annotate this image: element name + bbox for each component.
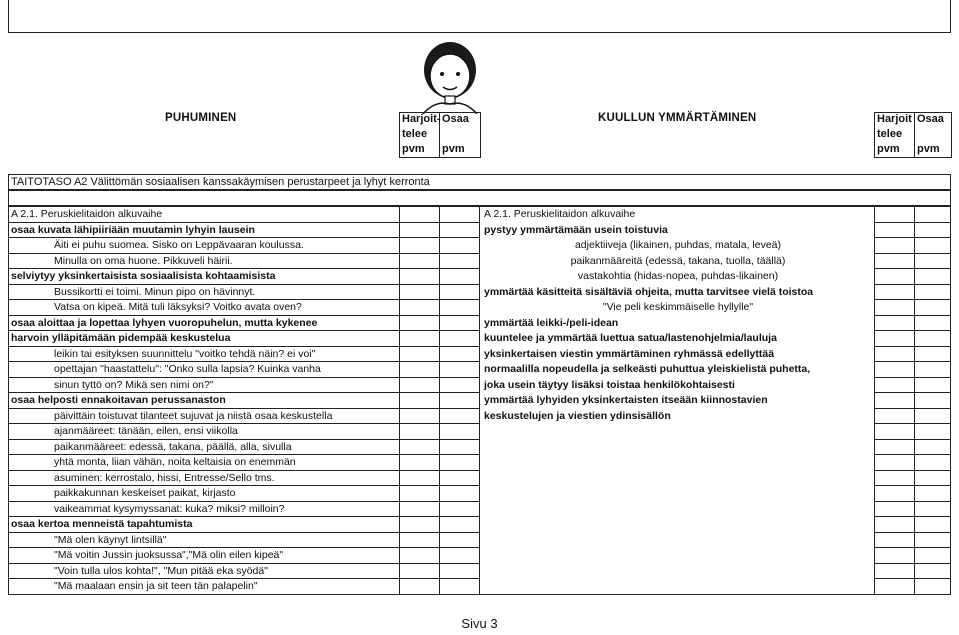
left-row-text: leikin tai esityksen suunnittelu "voitko tehdä näin? ei voi" bbox=[54, 347, 316, 360]
header-osaa-1: Osaa bbox=[442, 113, 469, 125]
right-row-line bbox=[874, 268, 951, 269]
right-col-line bbox=[874, 206, 875, 595]
header-harjoit-r-1: Harjoit bbox=[877, 113, 912, 125]
child-face-illustration bbox=[405, 32, 495, 114]
header-harjoit-2: telee bbox=[402, 128, 428, 140]
header-harjoit-r-3: pvm bbox=[877, 143, 900, 155]
left-row-text: osaa kertoa menneistä tapahtumista bbox=[11, 518, 193, 530]
left-col-line bbox=[479, 206, 480, 595]
left-col-line bbox=[399, 206, 400, 595]
right-row-text: joka usein täytyy lisäksi toistaa henkilökohtaisesti bbox=[484, 378, 735, 391]
header-harjoit-r-2: telee bbox=[877, 128, 903, 140]
left-row-text: A 2.1. Peruskielitaidon alkuvaihe bbox=[11, 208, 163, 220]
left-row-text: harvoin ylläpitämään pidempää keskustelua bbox=[11, 332, 231, 344]
right-row-text: pystyy ymmärtämään usein toistuvia bbox=[484, 223, 668, 236]
right-row-line bbox=[874, 470, 951, 471]
left-row-text: yhtä monta, liian vähän, noita keltaisia on enemmän bbox=[54, 456, 296, 468]
right-row-text: vastakohtia (hidas-nopea, puhdas-likainen) bbox=[577, 270, 779, 282]
right-row-line bbox=[874, 284, 951, 285]
header-harjoit-3: pvm bbox=[402, 143, 425, 155]
left-row-text: osaa aloittaa ja lopettaa lyhyen vuoropuhelun, mutta kykenee bbox=[11, 316, 318, 329]
right-row-line bbox=[874, 423, 951, 424]
level-spacer-bar bbox=[8, 190, 951, 206]
left-row-text: opettajan "haastattelu": "Onko sulla lapsia? Kuinka vanha bbox=[54, 363, 321, 375]
right-row-line bbox=[874, 392, 951, 393]
left-row-text: paikkakunnan keskeiset paikat, kirjasto bbox=[54, 487, 236, 499]
left-row-line bbox=[8, 594, 480, 595]
left-row-text: ajanmääreet: tänään, eilen, ensi viikolla bbox=[54, 425, 238, 437]
left-row-text: "Mä voitin Jussin juoksussa","Mä olin eilen kipeä" bbox=[54, 549, 284, 561]
left-row-text: Vatsa on kipeä. Mitä tuli läksyksi? Voitko avata oven? bbox=[54, 301, 302, 313]
left-row-text: sinun tyttö on? Mikä sen nimi on?" bbox=[54, 378, 214, 391]
header-osaa-3: pvm bbox=[442, 143, 465, 155]
right-row-line bbox=[874, 501, 951, 502]
right-row-text: paikanmääreitä (edessä, takana, tuolla, täällä) bbox=[570, 254, 786, 267]
left-row-text: "Mä olen käynyt lintsillä" bbox=[54, 533, 167, 546]
right-row-line bbox=[874, 454, 951, 455]
right-col-line bbox=[914, 206, 915, 595]
right-row-line bbox=[874, 516, 951, 517]
top-frame bbox=[8, 0, 951, 33]
right-row-line bbox=[874, 222, 951, 223]
left-row-text: paikanmääreet: edessä, takana, päällä, alla, sivulla bbox=[54, 440, 292, 453]
left-row-text: osaa helposti ennakoitavan perussanaston bbox=[11, 394, 226, 406]
listening-title: KUULLUN YMMÄRTÄMINEN bbox=[598, 112, 757, 124]
left-row-text: selviytyy yksinkertaisista sosiaalisista kohtaamisista bbox=[11, 270, 276, 282]
right-row-text: normaalilla nopeudella ja selkeästi puhuttua yleiskielistä puhetta, bbox=[484, 363, 811, 375]
left-row-text: osaa kuvata lähipiiriään muutamin lyhyin lausein bbox=[11, 223, 255, 236]
right-row-text: yksinkertaisen viestin ymmärtäminen ryhmässä edellyttää bbox=[484, 347, 775, 360]
left-col-line bbox=[439, 206, 440, 595]
header-osaa-r-3: pvm bbox=[917, 143, 940, 155]
right-row-text: ymmärtää käsitteitä sisältäviä ohjeita, mutta tarvitsee vielä toistoa bbox=[484, 285, 814, 298]
left-row-text: Bussikortti ei toimi. Minun pipo on hävinnyt. bbox=[54, 285, 256, 298]
right-row-line bbox=[874, 377, 951, 378]
left-row-text: "Mä maalaan ensin ja sit teen tän palapelin" bbox=[54, 580, 258, 592]
right-row-line bbox=[874, 346, 951, 347]
right-row-text: ymmärtää lyhyiden yksinkertaisten itseään kiinnostavien bbox=[484, 394, 768, 406]
right-row-text: ymmärtää leikki-/peli-idean bbox=[484, 316, 619, 329]
right-row-text: "Vie peli keskimmäiselle hyllylle" bbox=[602, 301, 754, 313]
left-row-text: Minulla on oma huone. Pikkuveli häirii. bbox=[54, 254, 233, 267]
level-title: TAITOTASO A2 Välittömän sosiaalisen kanssakäymisen perustarpeet ja lyhyt kerronta bbox=[11, 176, 430, 188]
right-row-line bbox=[874, 330, 951, 331]
right-row-line bbox=[874, 315, 951, 316]
right-row-line bbox=[874, 547, 951, 548]
left-row-text: "Voin tulla ulos kohta!", "Mun pitää eka syödä" bbox=[54, 564, 268, 577]
right-row-line bbox=[874, 578, 951, 579]
right-row-line bbox=[874, 439, 951, 440]
right-row-line bbox=[874, 408, 951, 409]
left-row-text: asuminen: kerrostalo, hissi, Entresse/Sello tms. bbox=[54, 471, 275, 484]
right-row-line bbox=[874, 563, 951, 564]
right-row-text: keskustelujen ja viestien ydinsisällön bbox=[484, 409, 671, 422]
right-row-line bbox=[874, 485, 951, 486]
header-harjoit-1: Harjoit- bbox=[402, 113, 441, 125]
right-row-line bbox=[874, 594, 951, 595]
right-row-line bbox=[874, 361, 951, 362]
right-row-line bbox=[874, 299, 951, 300]
right-row-line bbox=[874, 237, 951, 238]
left-row-text: Äiti ei puhu suomea. Sisko on Leppävaaran koulussa. bbox=[54, 239, 304, 251]
right-row-line bbox=[874, 253, 951, 254]
page-number: Sivu 3 bbox=[461, 616, 498, 631]
right-row-text: adjektiiveja (likainen, puhdas, matala, leveä) bbox=[574, 239, 782, 251]
left-row-text: päivittäin toistuvat tilanteet sujuvat ja niistä osaa keskustella bbox=[54, 409, 333, 422]
header-osaa-r-1: Osaa bbox=[917, 113, 944, 125]
left-row-text: vaikeammat kysymyssanat: kuka? miksi? milloin? bbox=[54, 502, 285, 515]
speaking-title: PUHUMINEN bbox=[165, 112, 237, 124]
right-row-text: A 2.1. Peruskielitaidon alkuvaihe bbox=[484, 208, 636, 220]
right-row-line bbox=[874, 532, 951, 533]
right-row-text: kuuntelee ja ymmärtää luettua satua/lastenohjelmia/lauluja bbox=[484, 332, 777, 344]
